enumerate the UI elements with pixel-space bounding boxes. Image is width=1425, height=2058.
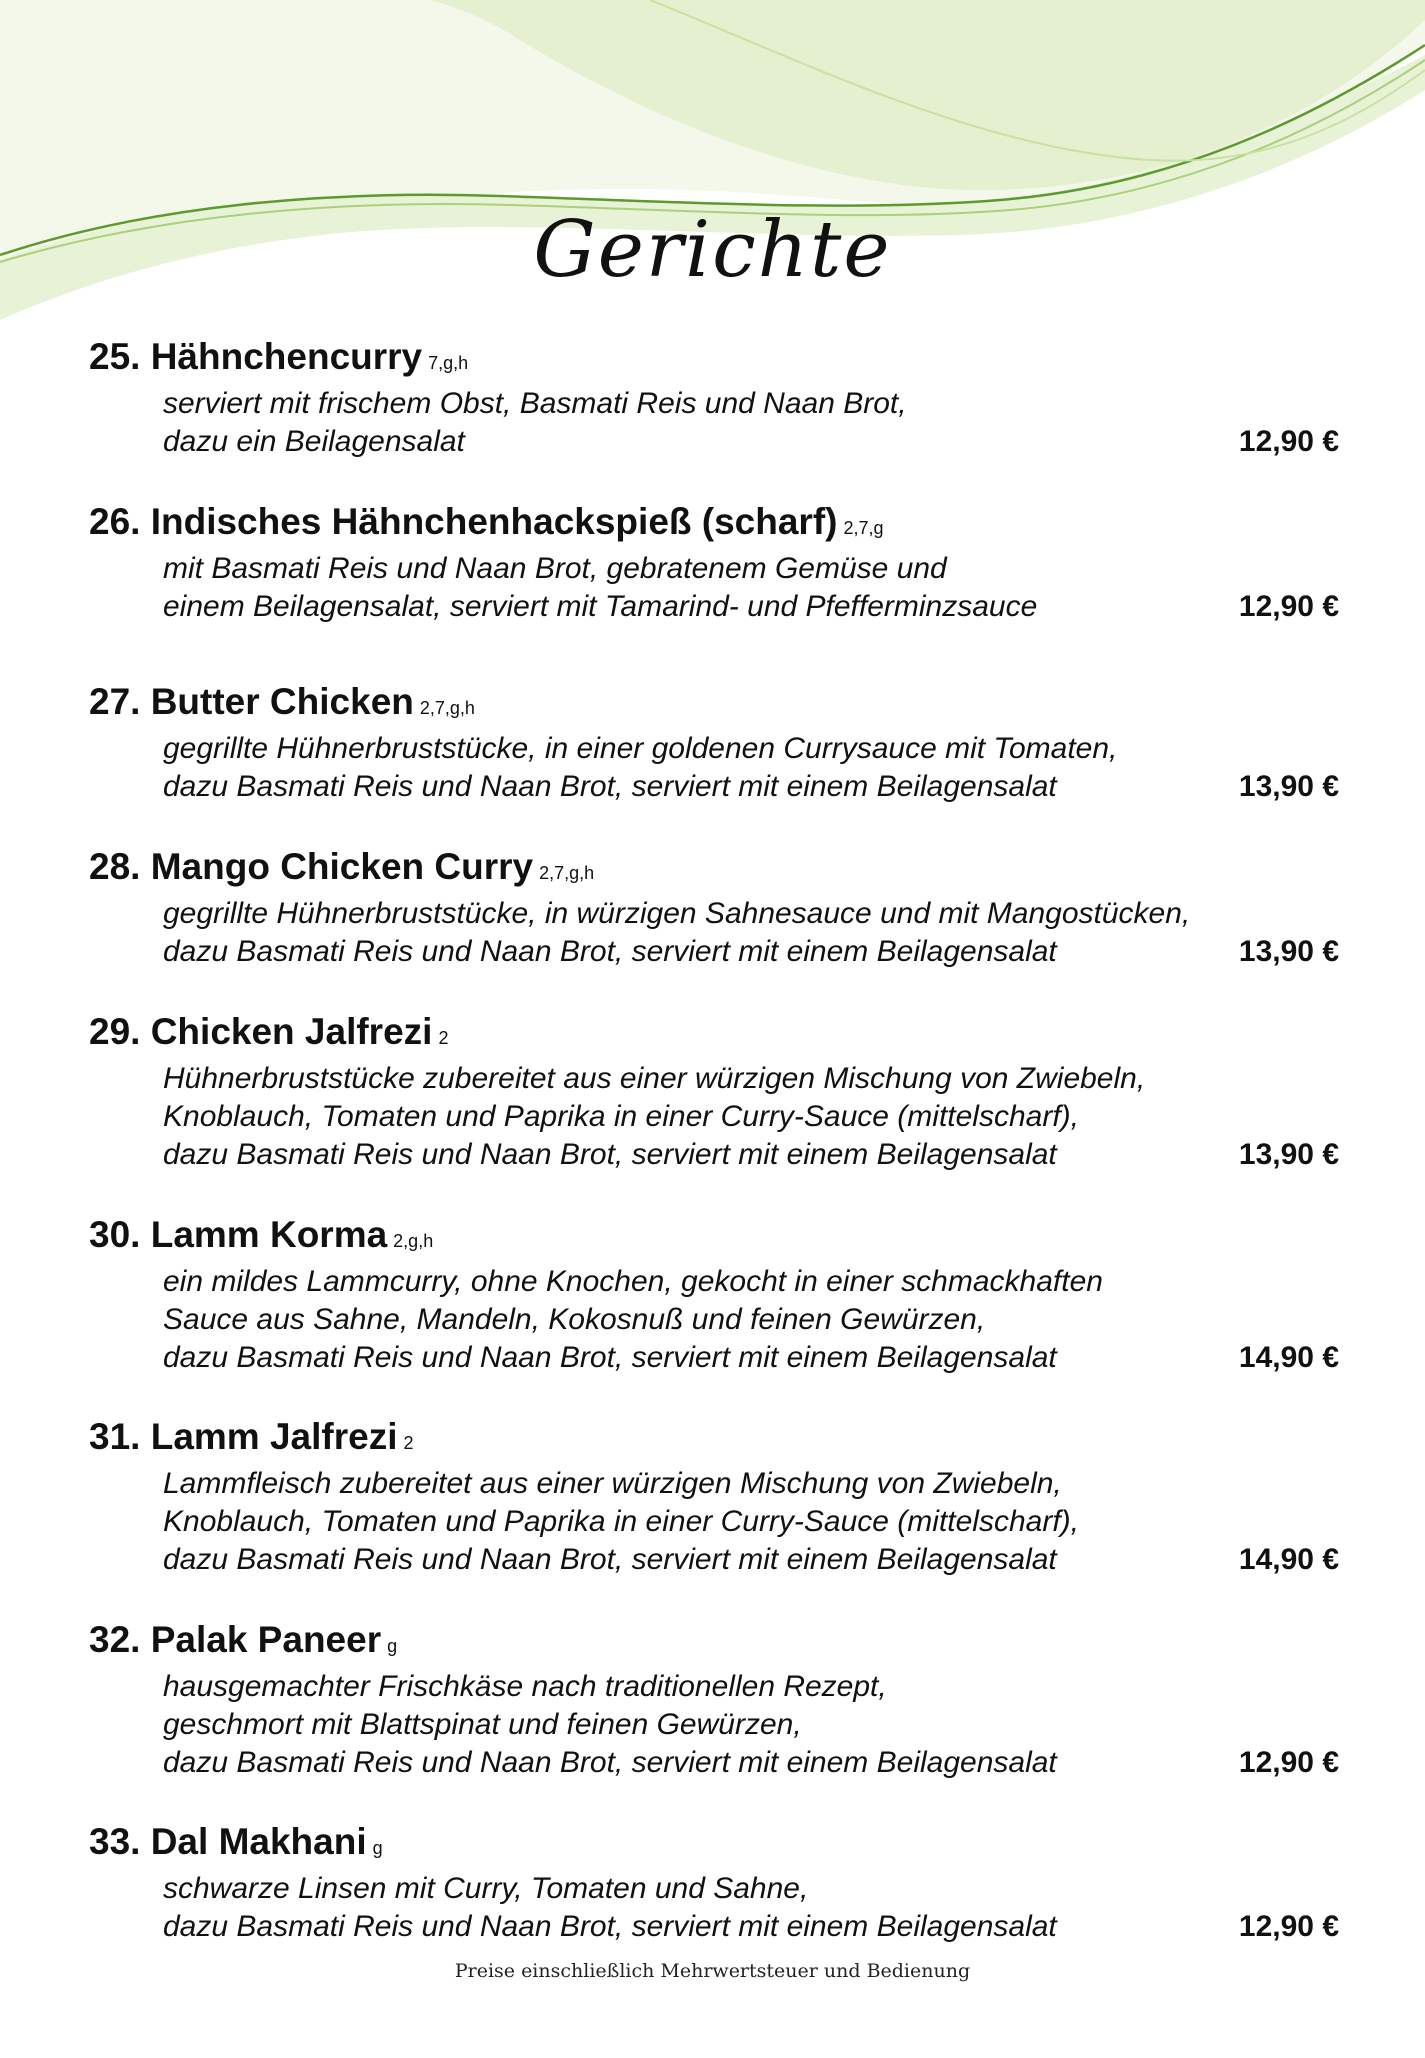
description-text: dazu Basmati Reis und Naan Brot, serviert mit einem Beilagensalat bbox=[163, 1746, 1057, 1779]
menu-item-allergens: 2,7,g,h bbox=[419, 698, 475, 718]
menu-item-price: 13,90 € bbox=[1238, 935, 1339, 968]
description-text: mit Basmati Reis und Naan Brot, gebratenem Gemüse und bbox=[163, 552, 947, 585]
menu-item-description bbox=[89, 385, 1339, 423]
menu-item-allergens: 2 bbox=[438, 1028, 449, 1048]
menu-item-price: 14,90 € bbox=[1238, 1341, 1339, 1374]
menu-item-price: 13,90 € bbox=[1238, 770, 1339, 803]
menu-item-description bbox=[89, 550, 1339, 588]
menu-item-head bbox=[89, 1618, 1339, 1668]
footer-note: Preise einschließlich Mehrwertsteuer und Bedienung bbox=[454, 1960, 971, 1982]
description-text: geschmort mit Blattspinat und feinen Gewürzen, bbox=[163, 1708, 802, 1741]
menu-item bbox=[89, 500, 1339, 626]
description-text: einem Beilagensalat, serviert mit Tamarind- und Pfefferminzsauce bbox=[163, 590, 1038, 623]
menu-item bbox=[89, 680, 1339, 806]
menu-item-description bbox=[89, 1908, 1339, 1946]
menu-item-description bbox=[89, 1706, 1339, 1744]
menu-item-head bbox=[89, 845, 1339, 895]
description-text: dazu ein Beilagensalat bbox=[163, 425, 465, 458]
menu-item-head bbox=[89, 1415, 1339, 1465]
description-text: ein mildes Lammcurry, ohne Knochen, gekocht in einer schmackhaften bbox=[163, 1265, 1103, 1298]
description-text: Knoblauch, Tomaten und Paprika in einer Curry-Sauce (mittelscharf), bbox=[163, 1505, 1079, 1538]
description-text: gegrillte Hühnerbruststücke, in einer goldenen Currysauce mit Tomaten, bbox=[163, 732, 1118, 765]
description-text: dazu Basmati Reis und Naan Brot, serviert mit einem Beilagensalat bbox=[163, 1341, 1057, 1374]
menu-item bbox=[89, 1010, 1339, 1174]
menu-item-allergens: 2 bbox=[403, 1433, 414, 1453]
description-text: Hühnerbruststücke zubereitet aus einer würzigen Mischung von Zwiebeln, bbox=[163, 1062, 1146, 1095]
menu-item-name: 30. Lamm Korma bbox=[89, 1214, 388, 1255]
menu-item-name: 33. Dal Makhani bbox=[89, 1821, 367, 1862]
menu-item-allergens: 2,7,g bbox=[843, 518, 884, 538]
menu-item-price: 12,90 € bbox=[1238, 590, 1339, 623]
menu-item-description bbox=[89, 1465, 1339, 1503]
menu-item-name: 26. Indisches Hähnchenhackspieß (scharf) bbox=[89, 501, 838, 542]
description-text: dazu Basmati Reis und Naan Brot, serviert mit einem Beilagensalat bbox=[163, 770, 1057, 803]
description-text: dazu Basmati Reis und Naan Brot, serviert mit einem Beilagensalat bbox=[163, 1910, 1057, 1943]
description-text: hausgemachter Frischkäse nach traditionellen Rezept, bbox=[163, 1670, 887, 1703]
menu-item-description bbox=[89, 730, 1339, 768]
description-text: gegrillte Hühnerbruststücke, in würzigen Sahnesauce und mit Mangostücken, bbox=[163, 897, 1191, 930]
description-text: Sauce aus Sahne, Mandeln, Kokosnuß und feinen Gewürzen, bbox=[163, 1303, 986, 1336]
menu-item-description bbox=[89, 1503, 1339, 1541]
menu-item-name: 29. Chicken Jalfrezi bbox=[89, 1011, 433, 1052]
menu-item-description bbox=[89, 1668, 1339, 1706]
menu-item-description bbox=[89, 768, 1339, 806]
menu-item-description bbox=[89, 1339, 1339, 1377]
menu-item bbox=[89, 1618, 1339, 1782]
menu-item-allergens: 2,g,h bbox=[393, 1231, 434, 1251]
menu-item bbox=[89, 1213, 1339, 1377]
menu-item-description bbox=[89, 1301, 1339, 1339]
menu-item-allergens: g bbox=[372, 1838, 383, 1858]
description-text: dazu Basmati Reis und Naan Brot, serviert mit einem Beilagensalat bbox=[163, 1543, 1057, 1576]
menu-item-description bbox=[89, 933, 1339, 971]
menu-item-head bbox=[89, 500, 1339, 550]
menu-item-head bbox=[89, 680, 1339, 730]
description-text: dazu Basmati Reis und Naan Brot, serviert mit einem Beilagensalat bbox=[163, 935, 1057, 968]
description-text: serviert mit frischem Obst, Basmati Reis und Naan Brot, bbox=[163, 387, 907, 420]
menu-item-allergens: 7,g,h bbox=[428, 353, 469, 373]
menu-item-price: 13,90 € bbox=[1238, 1138, 1339, 1171]
menu-item-description bbox=[89, 588, 1339, 626]
menu-item-description bbox=[89, 1870, 1339, 1908]
menu-item-head bbox=[89, 335, 1339, 385]
menu-item-description bbox=[89, 1744, 1339, 1782]
menu-item-description bbox=[89, 423, 1339, 461]
menu-item-name: 25. Hähnchencurry bbox=[89, 336, 423, 377]
menu-item bbox=[89, 1820, 1339, 1946]
menu-item-description bbox=[89, 1136, 1339, 1174]
menu-item-name: 31. Lamm Jalfrezi bbox=[89, 1416, 398, 1457]
menu-item-price: 12,90 € bbox=[1238, 425, 1339, 458]
menu-item bbox=[89, 845, 1339, 971]
menu-item-description bbox=[89, 1060, 1339, 1098]
description-text: Knoblauch, Tomaten und Paprika in einer Curry-Sauce (mittelscharf), bbox=[163, 1100, 1079, 1133]
menu-item-head bbox=[89, 1213, 1339, 1263]
description-text: dazu Basmati Reis und Naan Brot, serviert mit einem Beilagensalat bbox=[163, 1138, 1057, 1171]
menu-item-price: 14,90 € bbox=[1238, 1543, 1339, 1576]
menu-item-head bbox=[89, 1010, 1339, 1060]
menu-item-description bbox=[89, 1541, 1339, 1579]
menu-item-price: 12,90 € bbox=[1238, 1746, 1339, 1779]
menu-item bbox=[89, 335, 1339, 461]
menu-item-price: 12,90 € bbox=[1238, 1910, 1339, 1943]
menu-item-description bbox=[89, 895, 1339, 933]
menu-item-description bbox=[89, 1098, 1339, 1136]
description-text: schwarze Linsen mit Curry, Tomaten und Sahne, bbox=[163, 1872, 809, 1905]
menu-item-allergens: 2,7,g,h bbox=[539, 863, 595, 883]
menu-item-name: 32. Palak Paneer bbox=[89, 1619, 382, 1660]
page-title: Gerichte bbox=[533, 205, 892, 295]
menu-item-name: 27. Butter Chicken bbox=[89, 681, 414, 722]
menu-item bbox=[89, 1415, 1339, 1579]
menu-item-allergens: g bbox=[387, 1636, 398, 1656]
menu-item-description bbox=[89, 1263, 1339, 1301]
description-text: Lammfleisch zubereitet aus einer würzigen Mischung von Zwiebeln, bbox=[163, 1467, 1062, 1500]
menu-item-head bbox=[89, 1820, 1339, 1870]
menu-item-name: 28. Mango Chicken Curry bbox=[89, 846, 534, 887]
